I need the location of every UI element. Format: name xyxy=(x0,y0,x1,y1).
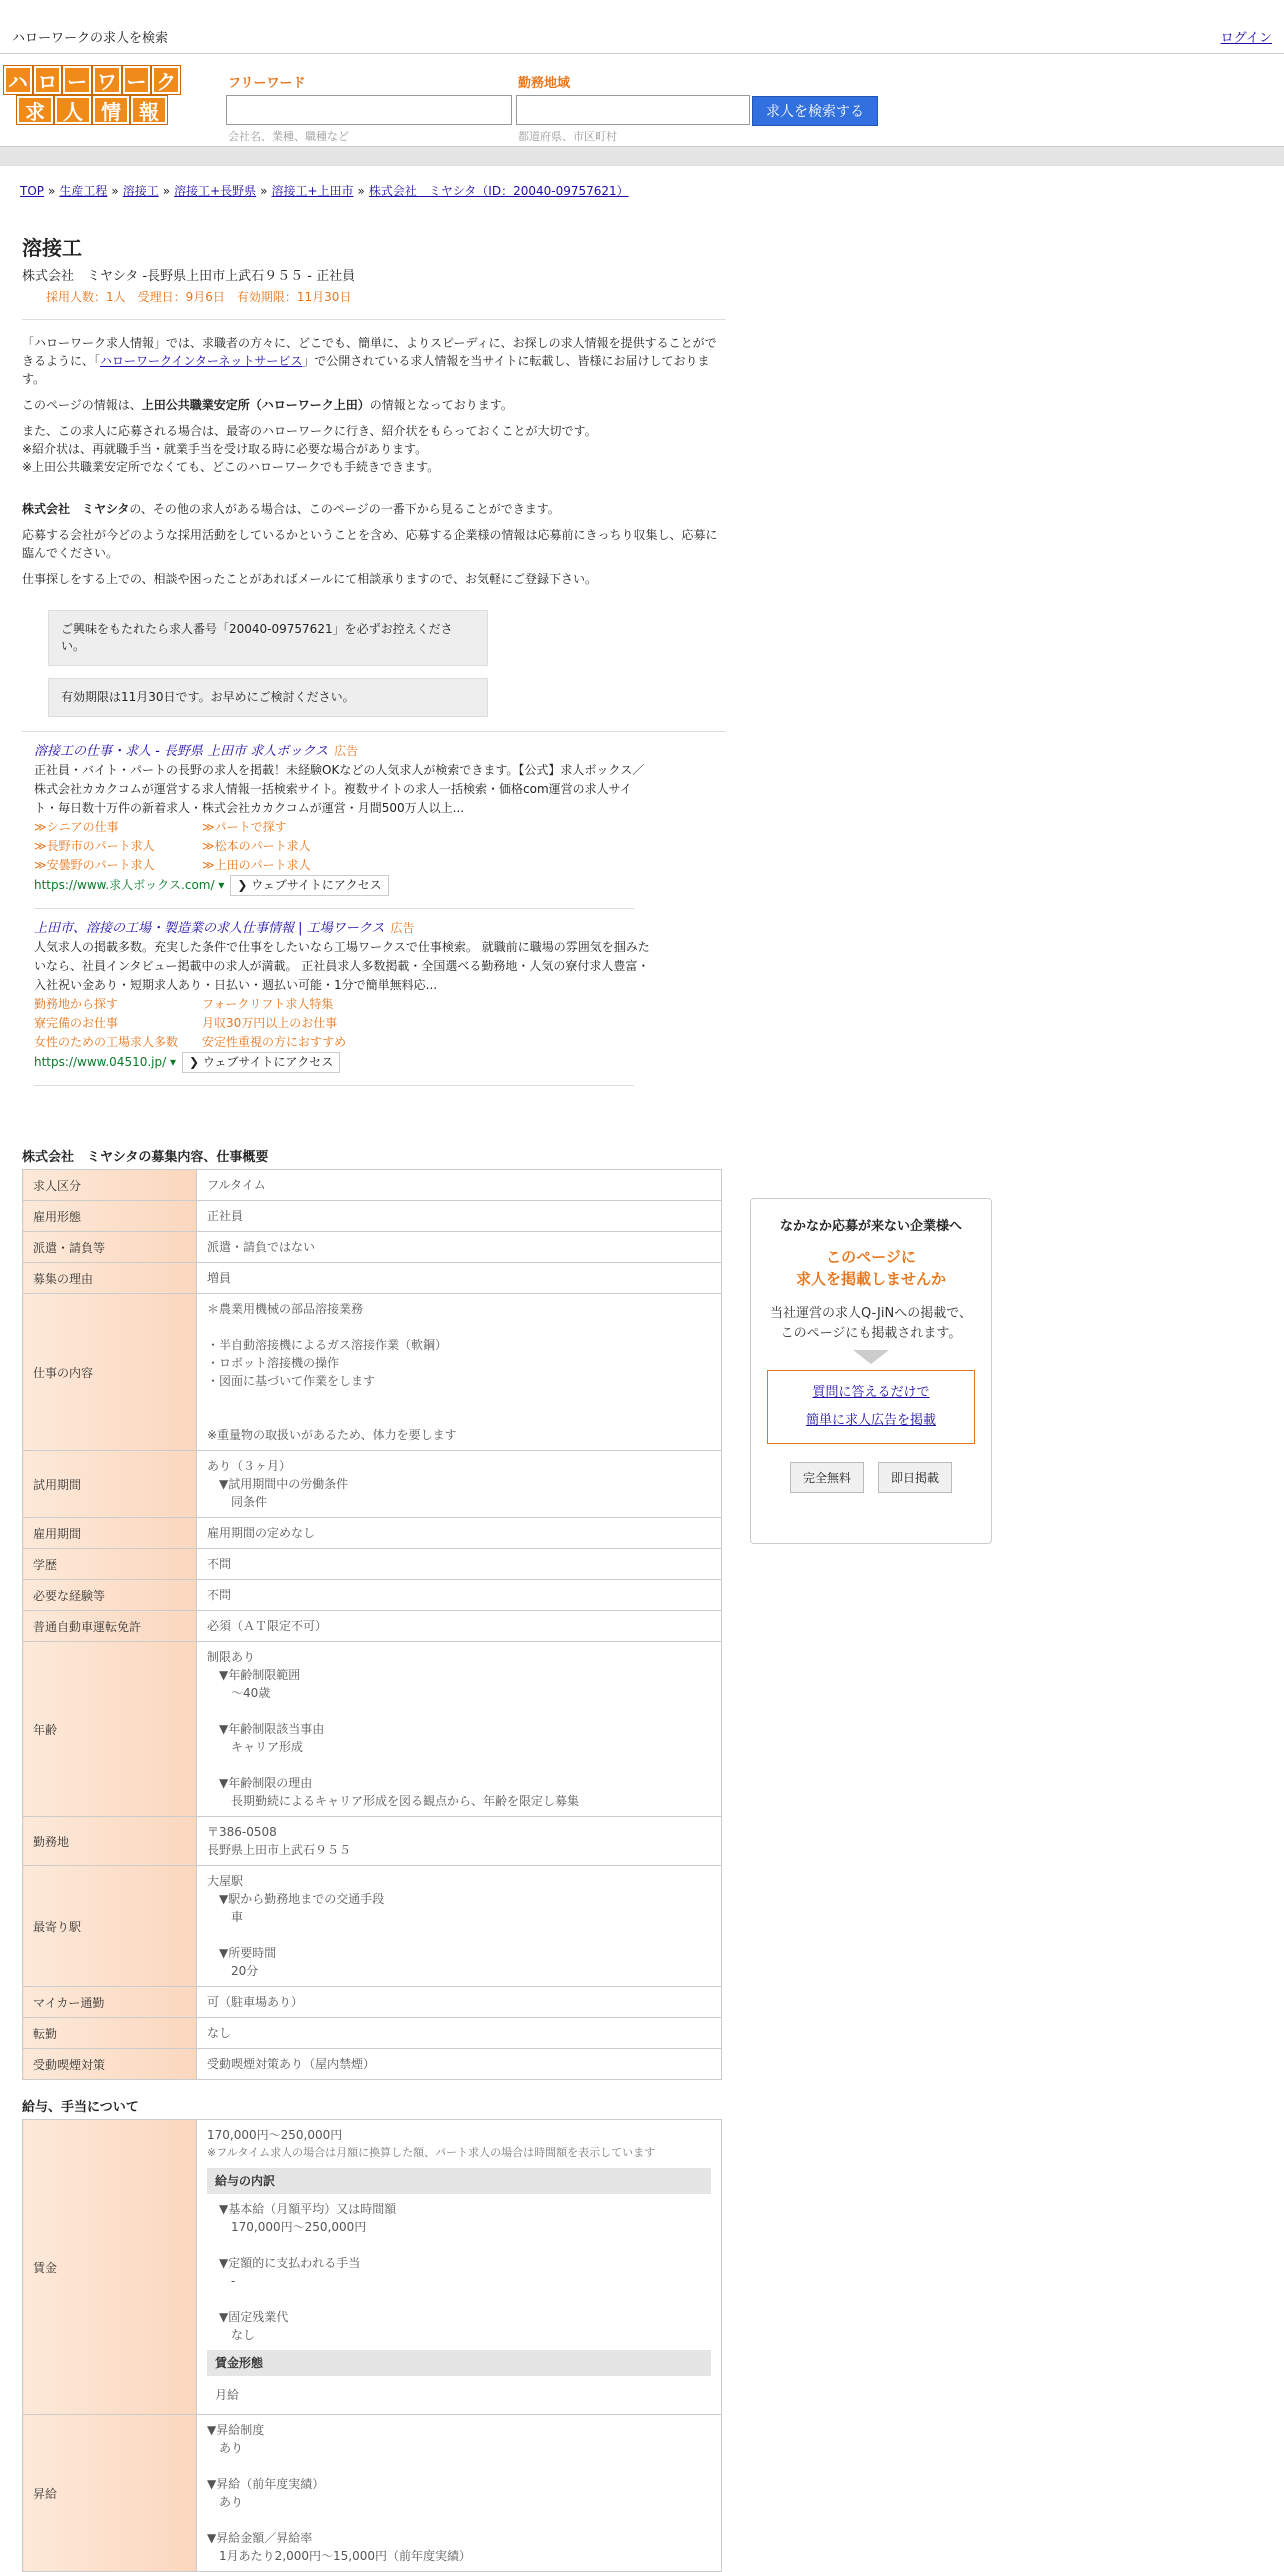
hellowork-link[interactable]: ハローワークインターネットサービス xyxy=(100,354,303,368)
intro-advice: 応募する会社が今どのような採用活動をしているかということを含め、応募する企業様の情報は応募前にきっちり収集し、応募に臨んでください。 xyxy=(22,528,718,560)
value-line: あり xyxy=(207,2495,244,2509)
ad-title-link[interactable]: 上田市、溶接の工場・製造業の求人仕事情報 | 工場ワークス xyxy=(34,921,385,936)
table-row xyxy=(23,1549,722,1580)
intro-note: また、この求人に応募される場合は、最寄のハローワークに行き、紹介状をもらっておくことが大切です。 xyxy=(22,424,597,438)
header-divider xyxy=(0,146,1284,166)
value-line: 20分 xyxy=(207,1964,259,1978)
row-label: 昇給 xyxy=(23,2415,197,2572)
value-line: 可（駐車場あり） xyxy=(207,1995,304,2009)
ad-url[interactable]: https://www.求人ボックス.com/ ▾ xyxy=(34,878,225,892)
advertise-panel xyxy=(750,1198,992,1544)
notice-box: ご興味をもたれたら求人番号「20040-09757621」を必ずお控えください。 xyxy=(48,610,488,666)
value-line: あり（３ヶ月） xyxy=(207,1459,292,1473)
breadcrumb-category[interactable]: 生産工程 xyxy=(59,184,108,198)
value-line: 必須（ＡＴ限定不可） xyxy=(207,1619,328,1633)
value-line xyxy=(207,1318,711,1336)
ad-sitelink[interactable]: ≫シニアの仕事 xyxy=(34,820,119,834)
value-line: ▼昇給（前年度実績） xyxy=(207,2477,325,2491)
value-line: ・半自動溶接機によるガス溶接作業（軟鋼） xyxy=(207,1338,448,1352)
site-logo[interactable] xyxy=(4,66,180,124)
row-label: 賃金 xyxy=(23,2120,197,2415)
row-label: 最寄り駅 xyxy=(23,1866,197,1987)
value-line xyxy=(207,2236,711,2254)
intro-note: ※上田公共職業安定所でなくても、どこのハローワークでも手続きできます。 xyxy=(22,460,440,474)
value-line: - xyxy=(207,2274,236,2288)
job-subtitle: 株式会社 ミヤシタ -長野県上田市上武石９５５ - 正社員 xyxy=(22,269,356,284)
breadcrumb-city[interactable]: 溶接工+上田市 xyxy=(271,184,354,198)
breadcrumb-job[interactable]: 溶接工 xyxy=(122,184,159,198)
value-line: 派遣・請負ではない xyxy=(207,1240,316,1254)
row-label: マイカー通勤 xyxy=(23,1987,197,2018)
ad-description: 人気求人の掲載多数。充実した条件で仕事をしたいなら工場ワークスで仕事検索。 就職前に職場の雰囲気を掴みたいなら、社員インタビュー掲載中の求人が満載。 正社員求人多数掲載・全国選べる勤務地・人気の寮付求人豊富・入社祝い金あり・短期求人あり・日払い・週払い可能・1分で簡単無料応... xyxy=(34,940,650,992)
value-line: ▼固定残業代 xyxy=(207,2310,289,2324)
panel-link[interactable]: 質問に答えるだけで xyxy=(812,1385,930,1400)
table-row xyxy=(23,2018,722,2049)
table-row xyxy=(23,1294,722,1451)
divider xyxy=(22,731,726,732)
logo-char: ワ xyxy=(93,66,121,94)
table-row xyxy=(23,1451,722,1518)
ad-sitelink[interactable]: ≫長野市のパート求人 xyxy=(34,839,155,853)
value-line: フルタイム xyxy=(207,1178,266,1192)
row-value xyxy=(197,1817,722,1866)
ad-tag: 広告 xyxy=(334,744,359,758)
row-label: 派遣・請負等 xyxy=(23,1232,197,1263)
free-badge: 完全無料 xyxy=(790,1462,864,1493)
same-day-badge: 即日掲載 xyxy=(878,1462,952,1493)
value-line xyxy=(207,1408,711,1426)
table-row xyxy=(23,1170,722,1201)
row-value xyxy=(197,1611,722,1642)
ad-tag: 広告 xyxy=(390,921,415,935)
row-value xyxy=(197,2415,722,2572)
ad-sitelink[interactable]: 安定性重視の方におすすめ xyxy=(202,1035,347,1049)
wage-note: ※フルタイム求人の場合は月額に換算した額、パート求人の場合は時間額を表示しています xyxy=(207,2146,656,2159)
panel-link[interactable]: 簡単に求人広告を掲載 xyxy=(805,1413,936,1428)
login-link[interactable]: ログイン xyxy=(1220,31,1272,46)
ad-visit-button[interactable]: ❯ ウェブサイトにアクセス xyxy=(230,875,388,896)
ad-sitelink[interactable]: 女性のための工場求人多数 xyxy=(34,1035,179,1049)
page-title: 溶接工 xyxy=(22,236,82,260)
row-value xyxy=(197,1866,722,1987)
table-row xyxy=(23,2415,722,2572)
value-line: ▼年齢制限該当事由 xyxy=(207,1722,325,1736)
table-row xyxy=(23,1263,722,1294)
notice-box: 有効期限は11月30日です。お早めにご検討ください。 xyxy=(48,678,488,717)
overview-table xyxy=(22,1169,722,2080)
value-line xyxy=(207,1926,711,1944)
logo-char: ク xyxy=(152,66,180,94)
value-line xyxy=(207,1390,711,1408)
value-line: なし xyxy=(207,2328,256,2342)
value-line: 長期勤続によるキャリア形成を図る観点から、年齢を限定し募集 xyxy=(207,1794,580,1808)
breadcrumb-pref[interactable]: 溶接工+長野県 xyxy=(174,184,257,198)
keyword-hint: 会社名、業種、職種など xyxy=(228,130,349,143)
value-line: 不問 xyxy=(207,1557,232,1571)
value-line: あり xyxy=(207,2441,244,2455)
value-line xyxy=(207,2511,711,2529)
intro-note: ※紹介状は、再就職手当・就業手当を受け取る時に必要な場合があります。 xyxy=(22,442,428,456)
row-value xyxy=(197,1642,722,1817)
top-bar xyxy=(0,0,1284,54)
value-line: ▼駅から勤務地までの交通手段 xyxy=(207,1892,385,1906)
job-meta: 採用人数：1人 受理日：9月6日 有効期限：11月30日 xyxy=(46,290,352,304)
value-line: ▼所要時間 xyxy=(207,1946,277,1960)
ad-sitelink[interactable]: ≫パートで探す xyxy=(202,820,287,834)
value-line: 〒386-0508 xyxy=(207,1825,277,1839)
value-line: 車 xyxy=(207,1910,244,1924)
logo-char: ー xyxy=(123,66,151,94)
value-line: 増員 xyxy=(207,1271,232,1285)
divider xyxy=(34,908,634,909)
row-label: 転勤 xyxy=(23,2018,197,2049)
panel-offer: このページに 求人を掲載しませんか xyxy=(795,1248,946,1288)
ad-sitelink[interactable]: 寮完備のお仕事 xyxy=(34,1016,119,1030)
logo-char: ロ xyxy=(34,66,62,94)
value-line: 1月あたり2,000円〜15,000円（前年度実績） xyxy=(207,2549,471,2563)
row-label: 学歴 xyxy=(23,1549,197,1580)
salary-title: 給与、手当について xyxy=(22,2100,139,2115)
area-label: 勤務地域 xyxy=(518,76,571,91)
table-row xyxy=(23,1817,722,1866)
value-line: ※重量物の取扱いがあるため、体力を要します xyxy=(207,1428,457,1442)
ad-visit-button[interactable]: ❯ ウェブサイトにアクセス xyxy=(182,1052,340,1073)
ad-description: 正社員・バイト・パートの長野の求人を掲載！未経験OKなどの人気求人が検索できます。【公式】求人ボックス／株式会社カカクコムが運営する求人情報一括検索サイト。複数サイトの求人一括検索・価格com運営の求人サイト・毎日数十万件の新着求人・株式会社カカクコムが運営・月間500万人以上... xyxy=(34,763,645,815)
ad-block xyxy=(34,919,654,1073)
logo-char: 情 xyxy=(93,96,129,124)
panel-heading: なかなか応募が来ない企業様へ xyxy=(779,1219,962,1234)
ad-block xyxy=(34,742,654,896)
breakdown-heading: 給与の内訳 xyxy=(207,2168,711,2194)
arrow-down-icon xyxy=(853,1350,889,1364)
row-value xyxy=(197,2049,722,2080)
value-line xyxy=(207,1756,711,1774)
table-row xyxy=(23,2049,722,2080)
ad-sitelink[interactable]: 月収30万円以上のお仕事 xyxy=(202,1016,338,1030)
row-value xyxy=(197,1201,722,1232)
value-line: ＊農業用機械の部品溶接業務 xyxy=(207,1302,364,1316)
row-label: 普通自動車運転免許 xyxy=(23,1611,197,1642)
table-row xyxy=(23,1611,722,1642)
table-row xyxy=(23,1201,722,1232)
value-line: 雇用期間の定めなし xyxy=(207,1526,316,1540)
value-line xyxy=(207,2457,711,2475)
logo-char: 求 xyxy=(17,96,53,124)
value-line: ▼定額的に支払われる手当 xyxy=(207,2256,361,2270)
row-value xyxy=(197,2018,722,2049)
main-content xyxy=(22,232,726,2572)
row-value xyxy=(197,1263,722,1294)
row-label: 雇用期間 xyxy=(23,1518,197,1549)
row-label: 試用期間 xyxy=(23,1451,197,1518)
value-line: ▼基本給（月額平均）又は時間額 xyxy=(207,2202,397,2216)
table-row xyxy=(23,1580,722,1611)
row-label: 求人区分 xyxy=(23,1170,197,1201)
row-value xyxy=(197,1549,722,1580)
wage-range: 170,000円〜250,000円 xyxy=(207,2128,343,2142)
value-line: ▼試用期間中の労働条件 xyxy=(207,1477,349,1491)
logo-char: 報 xyxy=(131,96,167,124)
panel-link-box xyxy=(767,1370,975,1444)
row-label: 年齢 xyxy=(23,1642,197,1817)
row-value xyxy=(197,1451,722,1518)
value-line: キャリア形成 xyxy=(207,1740,304,1754)
breadcrumb-top[interactable]: TOP xyxy=(20,184,45,198)
row-label: 必要な経験等 xyxy=(23,1580,197,1611)
panel-desc: 当社運営の求人Q-JiNへの掲載で、 このページにも掲載されます。 xyxy=(770,1306,972,1341)
logo-char: ー xyxy=(63,66,91,94)
ad-sitelink[interactable]: 勤務地から探す xyxy=(34,997,119,1011)
value-line: 〜40歳 xyxy=(207,1686,271,1700)
breakdown-list xyxy=(207,2200,711,2344)
table-row xyxy=(23,1232,722,1263)
row-label: 雇用形態 xyxy=(23,1201,197,1232)
value-line: ▼昇給金額／昇給率 xyxy=(207,2531,313,2545)
value-line: ▼年齢制限の理由 xyxy=(207,1776,313,1790)
intro-contact: 仕事探しをする上での、相談や困ったことがあればメールにて相談承りますので、お気軽にご登録下さい。 xyxy=(22,572,598,586)
divider xyxy=(34,1085,634,1086)
row-value xyxy=(197,2120,722,2415)
value-line: ・図面に基づいて作業をします xyxy=(207,1374,376,1388)
logo-char: ハ xyxy=(4,66,32,94)
ad-sitelink[interactable]: ≫上田のパート求人 xyxy=(202,858,311,872)
intro-other-jobs: 株式会社 ミヤシタの、その他の求人がある場合は、このページの一番下から見ることができます。 xyxy=(22,502,560,516)
divider xyxy=(22,319,726,320)
value-line: ・ロボット溶接機の操作 xyxy=(207,1356,340,1370)
value-line xyxy=(207,1702,711,1720)
value-line: なし xyxy=(207,2026,232,2040)
row-value xyxy=(197,1170,722,1201)
value-line: ▼年齢制限範囲 xyxy=(207,1668,301,1682)
intro-office: このページの情報は、上田公共職業安定所（ハローワーク上田）の情報となっております。 xyxy=(22,398,513,412)
breadcrumb: TOP » 生産工程 » 溶接工 » 溶接工+長野県 » 溶接工+上田市 » 株式会社 ミヤシタ（ID：20040-09757621） xyxy=(20,184,629,198)
ad-title-link[interactable]: 溶接工の仕事・求人 - 長野県 上田市 求人ボックス xyxy=(34,744,329,759)
value-line: 制限あり xyxy=(207,1650,256,1664)
intro-text: 「ハローワーク求人情報」では、求職者の方々に、どこでも、簡単に、よりスピーディに、お探しの求人情報を提供することができるように、「ハローワークインターネットサービス」で公開されている求人情報を当サイトに転載し、皆様にお届けしております。 xyxy=(22,336,717,386)
area-hint: 都道府県、市区町村 xyxy=(518,130,617,143)
row-value xyxy=(197,1518,722,1549)
keyword-label: フリーワード xyxy=(228,76,306,91)
wage-form: 月給 xyxy=(215,2388,240,2402)
value-line: 長野県上田市上武石９５５ xyxy=(207,1843,352,1857)
row-value xyxy=(197,1294,722,1451)
ad-sitelink[interactable]: フォークリフト求人特集 xyxy=(202,997,334,1011)
value-line: 不問 xyxy=(207,1588,232,1602)
search-button[interactable]: 求人を検索する xyxy=(752,96,878,126)
row-label: 受動喫煙対策 xyxy=(23,2049,197,2080)
table-row xyxy=(23,1987,722,2018)
form-heading: 賃金形態 xyxy=(207,2350,711,2376)
site-title: ハローワークの求人を検索 xyxy=(12,31,169,46)
ad-sitelink[interactable]: ≫松本のパート求人 xyxy=(202,839,311,853)
logo-char: 人 xyxy=(55,96,91,124)
table-row xyxy=(23,2120,722,2415)
row-value xyxy=(197,1987,722,2018)
value-line: 正社員 xyxy=(207,1209,244,1223)
row-label: 仕事の内容 xyxy=(23,1294,197,1451)
value-line: 同条件 xyxy=(207,1495,268,1509)
value-line: 170,000円〜250,000円 xyxy=(207,2220,367,2234)
keyword-input[interactable] xyxy=(226,95,512,125)
table-row xyxy=(23,1866,722,1987)
table-row xyxy=(23,1642,722,1817)
row-value xyxy=(197,1232,722,1263)
overview-title: 株式会社 ミヤシタの募集内容、仕事概要 xyxy=(22,1150,269,1165)
value-line xyxy=(207,2290,711,2308)
row-label: 募集の理由 xyxy=(23,1263,197,1294)
value-line: 受動喫煙対策あり（屋内禁煙） xyxy=(207,2057,376,2071)
row-value xyxy=(197,1580,722,1611)
ad-url[interactable]: https://www.04510.jp/ ▾ xyxy=(34,1055,176,1069)
value-line: 大屋駅 xyxy=(207,1874,244,1888)
ad-sitelink[interactable]: ≫安曇野のパート求人 xyxy=(34,858,155,872)
row-label: 勤務地 xyxy=(23,1817,197,1866)
value-line: ▼昇給制度 xyxy=(207,2423,265,2437)
table-row xyxy=(23,1518,722,1549)
area-input[interactable] xyxy=(516,95,750,125)
salary-table xyxy=(22,2119,722,2572)
breadcrumb-company[interactable]: 株式会社 ミヤシタ（ID：20040-09757621） xyxy=(368,184,629,198)
